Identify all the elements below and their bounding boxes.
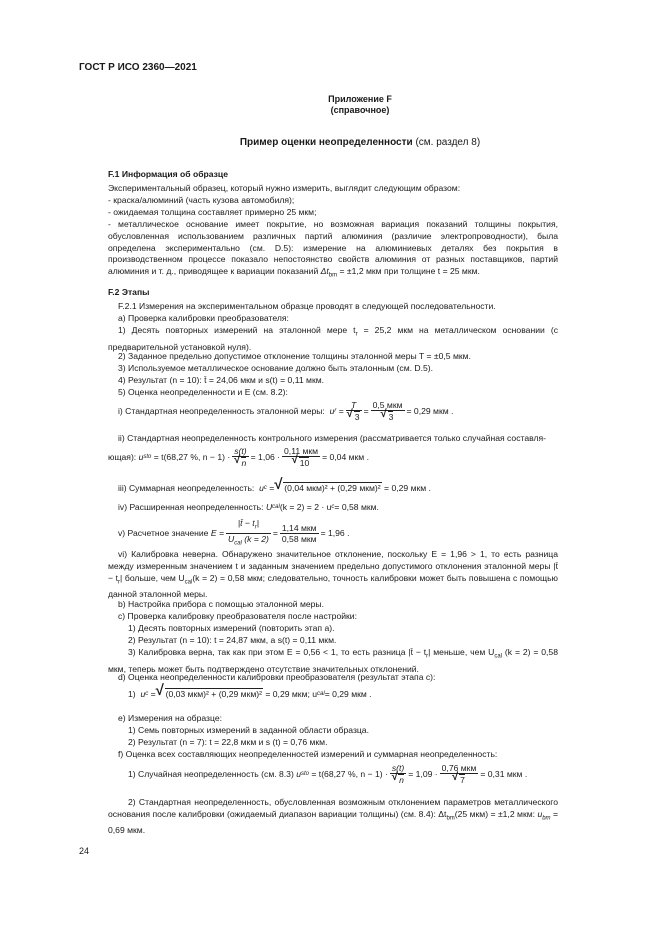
eq-f1-frac1 — [390, 763, 406, 785]
f2-l3-end: = 25,2 мкм на металлическом основании (с предварительной установкой нуля). — [108, 325, 558, 352]
eq-d1: 1) u c = √ (0,03 мкм)² + (0,29 мкм)² = 0,29 мкм; u cal = 0,29 мкм . — [128, 688, 372, 700]
eq-iii-lhs: u — [259, 482, 264, 493]
eq-f1-result: = 0,31 мкм . — [480, 768, 528, 779]
eq-iii-radical: √ (0,04 мкм)² + (0,29 мкм)² — [283, 482, 381, 494]
f2-l3-sub: r — [355, 331, 358, 338]
f2-b: b) Настройка прибора с помощью эталонной меры. — [118, 599, 324, 609]
f1-p1: Экспериментальный образец, который нужно измерить, выглядит следующим образом: — [108, 183, 461, 193]
eq-d1-lhs-sub: c — [145, 690, 149, 697]
f2-f2-mid: (25 мкм) = ±1,2 мкм: — [454, 808, 535, 819]
f2-c3-text: 3) Калибровка верна, так как при этом E = 0,56 < 1, то есть разница |t̄ − t — [128, 647, 427, 657]
eq-d1-radical: √ (0,03 мкм)² + (0,29 мкм)² — [165, 688, 263, 700]
eq-iv-expr-sub: cal — [272, 504, 280, 510]
f2-f2-sub: bm — [446, 815, 455, 822]
eq-v-frac1-den-end: (k = 2) — [241, 533, 269, 544]
eq-f1-lhs-sub: sto — [301, 770, 310, 777]
eq-i-frac1 — [346, 400, 362, 422]
eq-v: v) Расчетное значение E = $\frac{|t̄ - t_r|}{U_{cal} (k = 2)}$ = $\frac{\text{1,14 мкм}}{\text{0,58 мкм}}$ = 1,96 . — [118, 518, 350, 547]
section-title — [200, 137, 520, 148]
eq-iv-result: = 0,58 мкм. — [334, 502, 379, 512]
eq-iii-result: = 0,29 мкм . — [384, 482, 431, 493]
f1-p4-end: = ±1,2 мкм при толщине t = 25 мкм. — [337, 266, 480, 277]
f2-e1: 1) Семь повторных измерений в заданной области образца. — [128, 725, 369, 735]
eq-d1-label: 1) — [128, 688, 136, 699]
eq-d1-lhs: u — [140, 688, 146, 699]
eq-ii-label: ii) Стандартная неопределенность контрольного измерения (рассматривается только случайная составля- — [118, 433, 547, 443]
f2-e2: 2) Результат (n = 7): t = 22,8 мкм и s (t) = 0,76 мкм. — [128, 737, 328, 747]
f2-c3-sub1: r — [426, 653, 429, 660]
f1-p4-text: - металлическое основание имеет покрытие, но возможная вариация показаний толщины покрытия, обусловленная использованием различных партий алюминия (различие электропроводности), была определена экспериментально (см. D.5): измерение на алюминиевых деталях без покрытия в производственном процессе показало непостоянство свойств алюминия от разных поставщиков, партий алюминия и т. д., приводящее к вариации показаний — [108, 219, 558, 277]
eq-v-E: E = — [210, 527, 224, 538]
f2-heading: F.2 Этапы — [108, 287, 150, 297]
eq-i-lhs-sub: r — [334, 407, 337, 414]
eq-d1-result-sub: cal — [317, 690, 325, 697]
eq-ii-frac2-num: 0,11 мкм — [284, 446, 319, 456]
eq-ii-cont: ющая): — [108, 451, 137, 462]
eq-ii-result: = 0,04 мкм . — [322, 451, 369, 462]
f2-c2: 2) Результат (n = 10): t = 24,87 мкм, a s(t) = 0,11 мкм. — [128, 635, 337, 645]
eq-ii-mid: = 1,06 · — [250, 451, 281, 462]
f2-c3-end: (k = 2) = 0,58 мкм, теперь может быть подтверждено отсутствие значительных отклонений. — [108, 647, 558, 674]
eq-ii-frac2-den: √ 10 — [299, 457, 310, 468]
f2-e: e) Измерения на образце: — [118, 713, 222, 723]
eq-iii-label: iii) Суммарная неопределенность: — [118, 482, 255, 493]
eq-iv-label: iv) Расширенная неопределенность: — [118, 502, 264, 512]
eq-v-frac1-num-sub: r — [254, 524, 257, 531]
eq-f1-t: = t(68,27 %, n − 1) · — [311, 768, 388, 779]
eq-v-frac1-den-text: U — [227, 533, 235, 544]
f2-vi-sub1: r — [118, 579, 121, 586]
f2-f: f) Оценка всех составляющих неопределенностей измерений и суммарная неопределенность: — [118, 749, 498, 759]
section-title-bold: Пример оценки неопределенности — [239, 137, 413, 148]
eq-v-frac2-num: 1,14 мкм — [281, 522, 317, 533]
eq-f1-mid: = 1,09 · — [408, 768, 438, 779]
f2-l4: 2) Заданное предельно допустимое отклонение толщины эталонной меры T = ±0,5 мкм. — [118, 351, 471, 361]
f2-vi-mid: | больше, чем U — [120, 572, 185, 583]
eq-f1-lhs: u — [296, 768, 301, 779]
f2-f2-end: = 0,69 мкм. — [108, 808, 559, 836]
eq-v-frac1-num-end: | — [256, 518, 259, 528]
eq-ii-frac1-num: s(t) — [234, 446, 247, 456]
f2-vi-end: (k = 2) = 0,58 мкм; следовательно, точность калибровки может быть повышена с помощью данной эталонной меры. — [108, 572, 558, 600]
eq-v-frac2-den: 0,58 мкм — [281, 533, 317, 544]
eq-v-frac1-den — [226, 534, 271, 549]
f2-f2-u: u — [537, 808, 543, 819]
eq-iii-lhs-sub: c — [263, 484, 267, 491]
eq-i-frac1-num: T — [346, 400, 362, 411]
appendix-subtitle: (справочное) — [330, 105, 390, 115]
eq-f1-label: 1) Случайная неопределенность (см. 8.3) — [128, 768, 294, 779]
f2-c1: 1) Десять повторных измерений (повторить этап a). — [128, 623, 335, 633]
eq-v-result: = 1,96 . — [320, 527, 350, 538]
eq-iv-rest-sub: c — [331, 504, 335, 510]
eq-i-frac2 — [371, 400, 405, 422]
f1-p4-sub: bm — [328, 272, 338, 279]
eq-i-frac1-den: √ 3 — [354, 411, 360, 422]
f2-c3-sub2: cal — [494, 653, 503, 660]
eq-ii-frac1 — [232, 446, 248, 468]
f2-c3-mid: | меньше, чем U — [428, 647, 495, 657]
f2-l3 — [108, 325, 558, 353]
eq-ii — [108, 446, 369, 468]
page-number: 24 — [79, 846, 90, 856]
eq-i: i) Стандартная неопределенность эталонной меры: u r = T √ 3 = 0,5 мкм √ 3 = 0,29 мкм . — [118, 400, 453, 422]
eq-d1-result-end: = 0,29 мкм . — [324, 688, 372, 699]
f2-f2 — [108, 797, 558, 837]
eq-v-frac1-num-text: |t̄ − t — [237, 518, 255, 528]
f2-vi — [108, 549, 558, 601]
eq-f1 — [128, 763, 527, 785]
eq-f1-frac2-den: √ 7 — [459, 774, 465, 785]
eq-f1-frac2 — [440, 763, 479, 785]
standard-header: ГОСТ Р ИСО 2360—2021 — [79, 62, 197, 73]
eq-iv-rest: (k = 2) = 2 · u — [279, 502, 332, 512]
eq-i-frac2-num: 0,5 мкм — [372, 400, 403, 410]
f2-f2-text: 2) Стандартная неопределенность, обусловленная возможным отклонением параметров металлического основания после калибровки (ожидаемый диапазон вариации толщины) (см. 8.4): Δt — [108, 797, 558, 819]
f1-heading: F.1 Информация об образце — [108, 169, 228, 179]
f2-vi-sub2: cal — [184, 579, 193, 586]
f1-p3: - ожидаемая толщина составляет примерно 25 мкм; — [108, 207, 317, 217]
f2-l5: 3) Используемое металлическое основание должно быть эталонным (см. D.5). — [118, 363, 434, 373]
f2-l2: a) Проверка калибровки преобразователя: — [118, 313, 289, 323]
eq-ii-lhs: u — [138, 451, 144, 462]
f2-f2-u-sub: bm — [542, 815, 551, 822]
eq-f1-frac1-num: s(t) — [391, 763, 405, 773]
eq-i-result: = 0,29 мкм . — [406, 405, 454, 416]
f1-p4-delta: Δt — [320, 266, 329, 277]
eq-i-lhs: u — [329, 405, 335, 416]
eq-v-frac1 — [226, 518, 271, 548]
eq-i-label: i) Стандартная неопределенность эталонной меры: — [118, 405, 325, 416]
eq-d1-result: = 0,29 мкм; u — [265, 688, 318, 699]
eq-i-frac2-den: √ 3 — [388, 411, 394, 422]
eq-ii-lhs-sub: sto — [143, 453, 152, 460]
f2-c: c) Проверка калибровку преобразователя после настройки: — [118, 611, 357, 621]
f1-p2: - краска/алюминий (часть кузова автомобиля); — [108, 195, 295, 205]
eq-iv — [118, 502, 379, 513]
eq-v-frac1-den-sub: cal — [234, 540, 242, 547]
f2-l6: 4) Результат (n = 10): t̄ = 24,06 мкм и s(t) = 0,11 мкм. — [118, 375, 324, 385]
f2-d: d) Оценка неопределенности калибровки преобразователя (результат этапа c): — [118, 672, 436, 682]
eq-v-frac2 — [280, 523, 319, 544]
eq-ii-frac2 — [282, 446, 320, 468]
eq-f1-frac1-den: √ n — [398, 774, 404, 785]
f1-p4 — [108, 219, 558, 283]
section-title-rest: (см. раздел 8) — [412, 137, 481, 148]
eq-f1-frac2-num: 0,76 мкм — [441, 763, 477, 773]
f2-l1: F.2.1 Измерения на экспериментальном образце проводят в следующей последовательности. — [118, 301, 496, 311]
appendix-title: Приложение F — [328, 94, 392, 104]
eq-ii-frac1-den: √ n — [241, 457, 247, 468]
f2-l3-text: 1) Десять повторных измерений на эталонной мере t — [118, 325, 356, 335]
eq-v-frac1-num — [226, 518, 271, 534]
f2-l7: 5) Оценка неопределенности и E (см. 8.2): — [118, 387, 288, 397]
eq-ii-t: = t(68,27 %, n − 1) · — [153, 451, 231, 462]
f2-vi-text: vi) Калибровка неверна. Обнаружено значительное отклонение, поскольку E = 1,96 > 1, то есть разница между измеренным значением t и заданным значением предельно допустимого отклонения эталонной меры |t̄ − t — [108, 549, 558, 583]
eq-v-label: v) Расчетное значение — [118, 527, 209, 538]
eq-iii: iii) Суммарная неопределенность: u c = √ (0,04 мкм)² + (0,29 мкм)² = 0,29 мкм . — [118, 482, 431, 494]
eq-iv-expr: U — [265, 502, 273, 512]
